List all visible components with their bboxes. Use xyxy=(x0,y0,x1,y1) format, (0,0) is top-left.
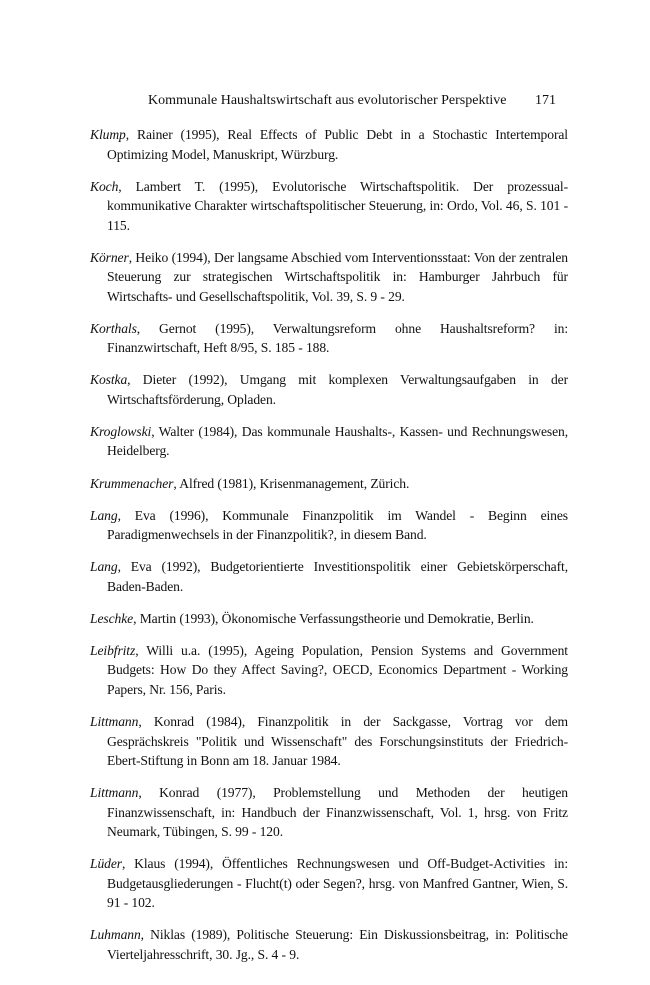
reference-entry xyxy=(90,783,568,842)
reference-text: , Heiko (1994), Der langsame Abschied vom Interventionsstaat: Von der zentralen Steuerung zur strategischen Wirtschaftspolitik in: Hamburger Jahrbuch für Wirtschafts- und Gesellschaftspolitik, Vol. 39, S. 9 - 29. xyxy=(107,249,568,304)
reference-author: Luhmann xyxy=(90,927,141,943)
reference-entry xyxy=(90,125,568,164)
page-number: 171 xyxy=(535,93,556,108)
reference-author: Leibfritz xyxy=(90,642,136,658)
reference-text: , Dieter (1992), Umgang mit komplexen Verwaltungsaufgaben in der Wirtschaftsförderung, Opladen. xyxy=(107,372,568,407)
reference-author: Krummenacher xyxy=(90,475,174,491)
reference-text: , Alfred (1981), Krisenmanagement, Zürich. xyxy=(173,475,410,491)
reference-entry xyxy=(90,319,568,358)
reference-author: Leschke xyxy=(90,610,134,626)
reference-list xyxy=(90,125,568,977)
reference-text: , Willi u.a. (1995), Ageing Population, Pension Systems and Government Budgets: How Do they Affect Saving?, OECD, Economics Department - Working Papers, Nr. 156, Paris. xyxy=(107,642,568,697)
reference-entry xyxy=(90,370,568,409)
reference-entry xyxy=(90,422,568,461)
reference-entry xyxy=(90,925,568,964)
reference-text: , Niklas (1989), Politische Steuerung: Ein Diskussionsbeitrag, in: Politische Vierteljahresschrift, 30. Jg., S. 4 - 9. xyxy=(107,927,568,962)
reference-text: , Konrad (1977), Problemstellung und Methoden der heutigen Finanzwissenschaft, in: Handbuch der Finanzwissenschaft, Vol. 1, hrsg. von Fritz Neumark, Tübingen, S. 99 - 120. xyxy=(107,785,568,840)
reference-author: Korthals xyxy=(90,320,137,336)
reference-entry xyxy=(90,712,568,771)
reference-author: Lüder xyxy=(90,856,122,872)
header-title: Kommunale Haushaltswirtschaft aus evolutorischer Perspektive xyxy=(148,93,507,108)
reference-text: , Gernot (1995), Verwaltungsreform ohne Haushaltsreform? in: Finanzwirtschaft, Heft 8/95, S. 185 - 188. xyxy=(107,320,568,356)
reference-entry xyxy=(90,557,568,596)
reference-text: , Eva (1996), Kommunale Finanzpolitik im Wandel - Beginn eines Paradigmenwechsels in der Finanzpolitik?, in diesem Band. xyxy=(107,507,568,543)
reference-text: , Eva (1992), Budgetorientierte Investitionspolitik einer Gebietskörperschaft, Baden-Baden. xyxy=(107,559,568,594)
reference-author: Körner xyxy=(90,249,129,265)
reference-author: Lang xyxy=(90,559,118,575)
reference-author: Kroglowski xyxy=(90,423,152,439)
reference-text: , Lambert T. (1995), Evolutorische Wirtschaftspolitik. Der prozessual-kommunikative Charakter wirtschaftspolitischer Steuerung, in: Ordo, Vol. 46, S. 101 - 115. xyxy=(107,178,568,233)
reference-author: Littmann xyxy=(90,785,139,801)
reference-entry xyxy=(90,474,568,494)
reference-entry xyxy=(90,609,568,629)
reference-author: Kostka xyxy=(90,372,128,388)
reference-entry xyxy=(90,854,568,913)
reference-text: , Rainer (1995), Real Effects of Public Debt in a Stochastic Intertemporal Optimizing Model, Manuskript, Würzburg. xyxy=(107,127,568,162)
reference-author: Klump xyxy=(90,127,126,142)
reference-entry xyxy=(90,177,568,236)
running-header xyxy=(148,92,568,110)
reference-author: Koch xyxy=(90,178,119,194)
reference-author: Littmann xyxy=(90,714,139,730)
reference-text: , Klaus (1994), Öffentliches Rechnungswesen und Off-Budget-Activities in: Budgetausgliederungen - Flucht(t) oder Segen?, hrsg. von Manfred Gantner, Wien, S. 91 - 102. xyxy=(107,856,568,911)
reference-author: Lang xyxy=(90,507,118,523)
reference-entry xyxy=(90,248,568,307)
reference-entry xyxy=(90,641,568,700)
reference-text: , Konrad (1984), Finanzpolitik in der Sackgasse, Vortrag vor dem Gesprächskreis "Politik und Wissenschaft" des Forschungsinstituts der Friedrich-Ebert-Stiftung in Bonn am 18. Januar 1984. xyxy=(107,714,568,769)
reference-text: , Martin (1993), Ökonomische Verfassungstheorie und Demokratie, Berlin. xyxy=(133,610,534,626)
reference-entry xyxy=(90,506,568,545)
reference-text: , Walter (1984), Das kommunale Haushalts-, Kassen- und Rechnungswesen, Heidelberg. xyxy=(107,423,568,459)
